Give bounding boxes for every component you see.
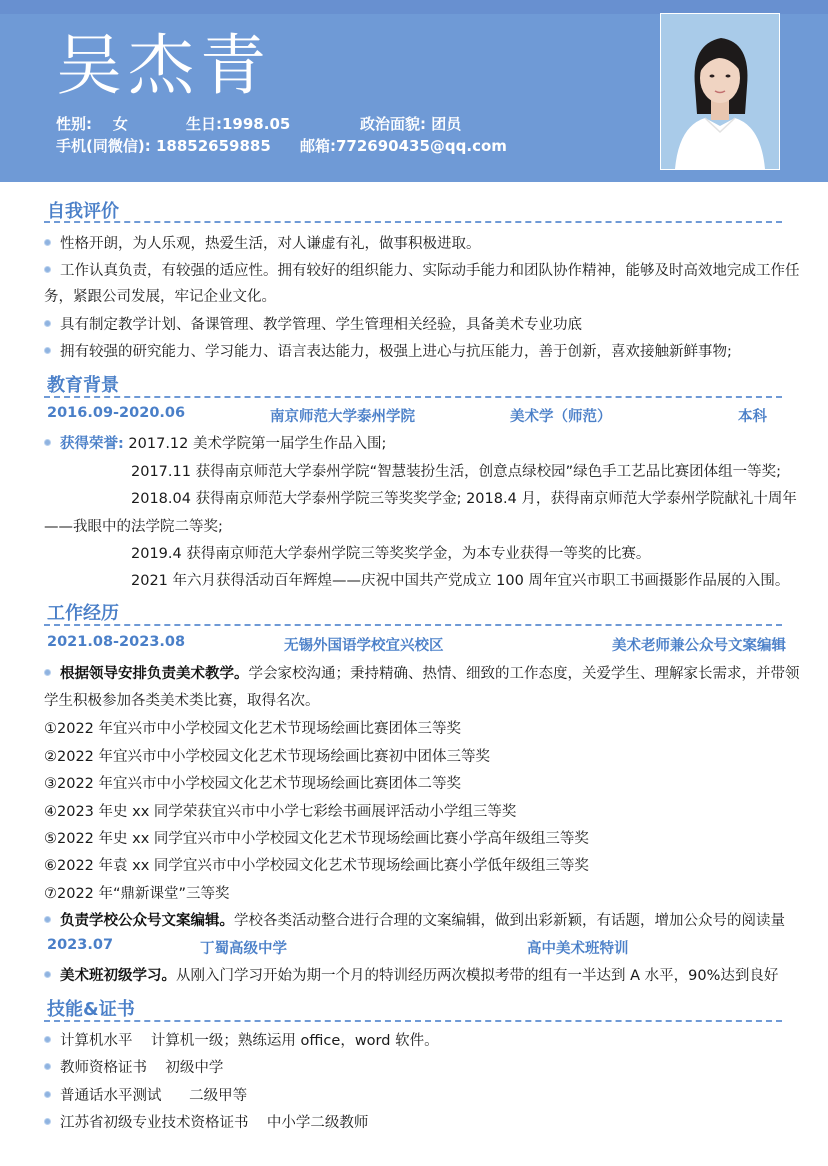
email-value: 772690435@qq.com — [336, 137, 507, 155]
self-eval-item — [44, 232, 481, 253]
gender-value: 女 — [112, 115, 128, 133]
politics-value: 团员 — [431, 115, 462, 133]
award-item: ⑥2022 年袁 xx 同学宜兴市中小学校园文化艺术节现场绘画比赛小学低年级组三等奖 — [44, 858, 589, 874]
job2-duty-text: 从刚入门学习开始为期一个月的特训经历两次模拟考带的组有一半达到 A 水平，90%达到良好 — [176, 968, 779, 984]
politics-label: 政治面貌: — [360, 115, 426, 133]
bullet-icon — [44, 439, 51, 446]
self-eval-item — [44, 313, 582, 334]
job1-duty2-text: 学校各类活动整合进行合理的文案编辑，做到出彩新颖，有话题，增加公众号的阅读量 — [234, 913, 785, 929]
section-title-self-eval: 自我评价 — [47, 201, 119, 222]
self-eval-item — [44, 340, 732, 361]
self-eval-item-cont — [44, 285, 276, 306]
bullet-icon — [44, 916, 51, 923]
skill-item — [44, 1029, 439, 1050]
job2-role: 高中美术班特训 — [527, 941, 629, 957]
honor-line: 2021 年六月获得活动百年辉煌——庆祝中国共产党成立 100 周年宜兴市职工书画摄影作品展的入围。 — [131, 573, 790, 589]
job2-duty — [44, 964, 778, 985]
email-label: 邮箱: — [300, 137, 336, 155]
birth-info — [186, 113, 290, 134]
job2-period: 2023.07 — [47, 937, 114, 953]
edu-degree: 本科 — [738, 409, 767, 425]
section-title-work: 工作经历 — [47, 603, 119, 624]
bullet-icon — [44, 971, 51, 978]
divider-skills — [44, 1020, 782, 1022]
bullet-icon — [44, 347, 51, 354]
email-info — [300, 135, 507, 156]
politics-info — [360, 113, 461, 134]
bullet-icon — [44, 1091, 51, 1098]
job1-duty — [44, 662, 800, 683]
job1-duty-text: 学会家校沟通；秉持精确、热情、细致的工作态度，关爱学生、理解家长需求，并带领 — [248, 666, 800, 682]
birth-value: 1998.05 — [222, 115, 291, 133]
portrait-illustration — [661, 14, 779, 169]
job1-role: 美术老师兼公众号文案编辑 — [612, 638, 786, 654]
job1-duty-bold: 根据领导安排负责美术教学。 — [60, 666, 249, 682]
section-title-skills: 技能&证书 — [47, 999, 135, 1020]
birth-label: 生日: — [186, 115, 222, 133]
skill-item — [44, 1056, 223, 1077]
job1-duty2-bold: 负责学校公众号文案编辑。 — [60, 913, 234, 929]
award-item: ⑤2022 年史 xx 同学宜兴市中小学校园文化艺术节现场绘画比赛小学高年级组三等奖 — [44, 831, 589, 847]
bullet-icon — [44, 1118, 51, 1125]
job1-period: 2021.08-2023.08 — [47, 634, 186, 650]
divider-self-eval — [44, 221, 782, 223]
divider-education — [44, 396, 782, 398]
phone-value: 18852659885 — [155, 137, 271, 155]
candidate-name: 吴杰青 — [56, 27, 272, 104]
honor-line: 2018.04 获得南京师范大学泰州学院三等奖奖学金; 2018.4 月，获得南京师范大学泰州学院献礼十周年 — [131, 491, 797, 507]
edu-period: 2016.09-2020.06 — [47, 405, 186, 421]
job1-duty-2 — [44, 909, 785, 930]
divider-work — [44, 624, 782, 626]
bullet-icon — [44, 1063, 51, 1070]
edu-major: 美术学（师范） — [510, 409, 612, 425]
bullet-icon — [44, 669, 51, 676]
phone-info — [56, 135, 271, 156]
self-eval-text: 性格开朗，为人乐观，热爱生活，对人谦虚有礼，做事积极进取。 — [60, 236, 481, 252]
self-eval-item — [44, 259, 800, 280]
honor-line: 2019.4 获得南京师范大学泰州学院三等奖奖学金，为本专业获得一等奖的比赛。 — [131, 546, 651, 562]
header-top-band — [0, 0, 828, 14]
honor-label: 获得荣誉: — [60, 436, 124, 452]
portrait-photo — [660, 13, 780, 170]
job2-duty-bold: 美术班初级学习。 — [60, 968, 176, 984]
self-eval-text: 拥有较强的研究能力、学习能力、语言表达能力，极强上进心与抗压能力，善于创新，喜欢接触新鲜事物; — [60, 344, 732, 360]
self-eval-text: 具有制定教学计划、备课管理、教学管理、学生管理相关经验，具备美术专业功底 — [60, 317, 582, 333]
award-item: ④2023 年史 xx 同学荣获宜兴市中小学七彩绘书画展评活动小学组三等奖 — [44, 804, 517, 820]
self-eval-text: 工作认真负责，有较强的适应性。拥有较好的组织能力、实际动手能力和团队协作精神，能够及时高效地完成工作任 — [60, 263, 800, 279]
edu-school: 南京师范大学泰州学院 — [270, 409, 415, 425]
skill-item — [44, 1084, 247, 1105]
honor-text: 2017.12 美术学院第一届学生作品入围; — [128, 436, 387, 452]
gender-info — [56, 113, 128, 134]
self-eval-text: 务，紧跟公司发展，牢记企业文化。 — [44, 289, 276, 305]
section-title-education: 教育背景 — [47, 375, 119, 396]
bullet-icon — [44, 320, 51, 327]
award-item: ②2022 年宜兴市中小学校园文化艺术节现场绘画比赛初中团体三等奖 — [44, 749, 491, 765]
job1-org: 无锡外国语学校宜兴校区 — [284, 638, 444, 654]
job1-duty-cont: 学生积极参加各类美术类比赛，取得名次。 — [44, 693, 320, 709]
bullet-icon — [44, 239, 51, 246]
honor-line: 2017.11 获得南京师范大学泰州学院“智慧装扮生活，创意点绿校园”绿色手工艺品比赛团体组一等奖; — [131, 464, 781, 480]
skill-item — [44, 1111, 368, 1132]
skill-text: 江苏省初级专业技术资格证书 中小学二级教师 — [60, 1115, 369, 1131]
skill-text: 教师资格证书 初级中学 — [60, 1060, 224, 1076]
skill-text: 计算机水平 计算机一级；熟练运用 office，word 软件。 — [60, 1033, 439, 1049]
job2-org: 丁蜀高级中学 — [200, 941, 287, 957]
award-item: ⑦2022 年“鼎新课堂”三等奖 — [44, 886, 230, 902]
bullet-icon — [44, 1036, 51, 1043]
bullet-icon — [44, 266, 51, 273]
skill-text: 普通话水平测试 二级甲等 — [60, 1088, 248, 1104]
award-item: ③2022 年宜兴市中小学校园文化艺术节现场绘画比赛团体二等奖 — [44, 776, 462, 792]
phone-label: 手机(同微信): — [56, 137, 151, 155]
honor-line-cont: ——我眼中的法学院二等奖; — [44, 519, 223, 535]
gender-label: 性别: — [56, 115, 92, 133]
award-item: ①2022 年宜兴市中小学校园文化艺术节现场绘画比赛团体三等奖 — [44, 721, 462, 737]
honor-line — [44, 432, 386, 453]
